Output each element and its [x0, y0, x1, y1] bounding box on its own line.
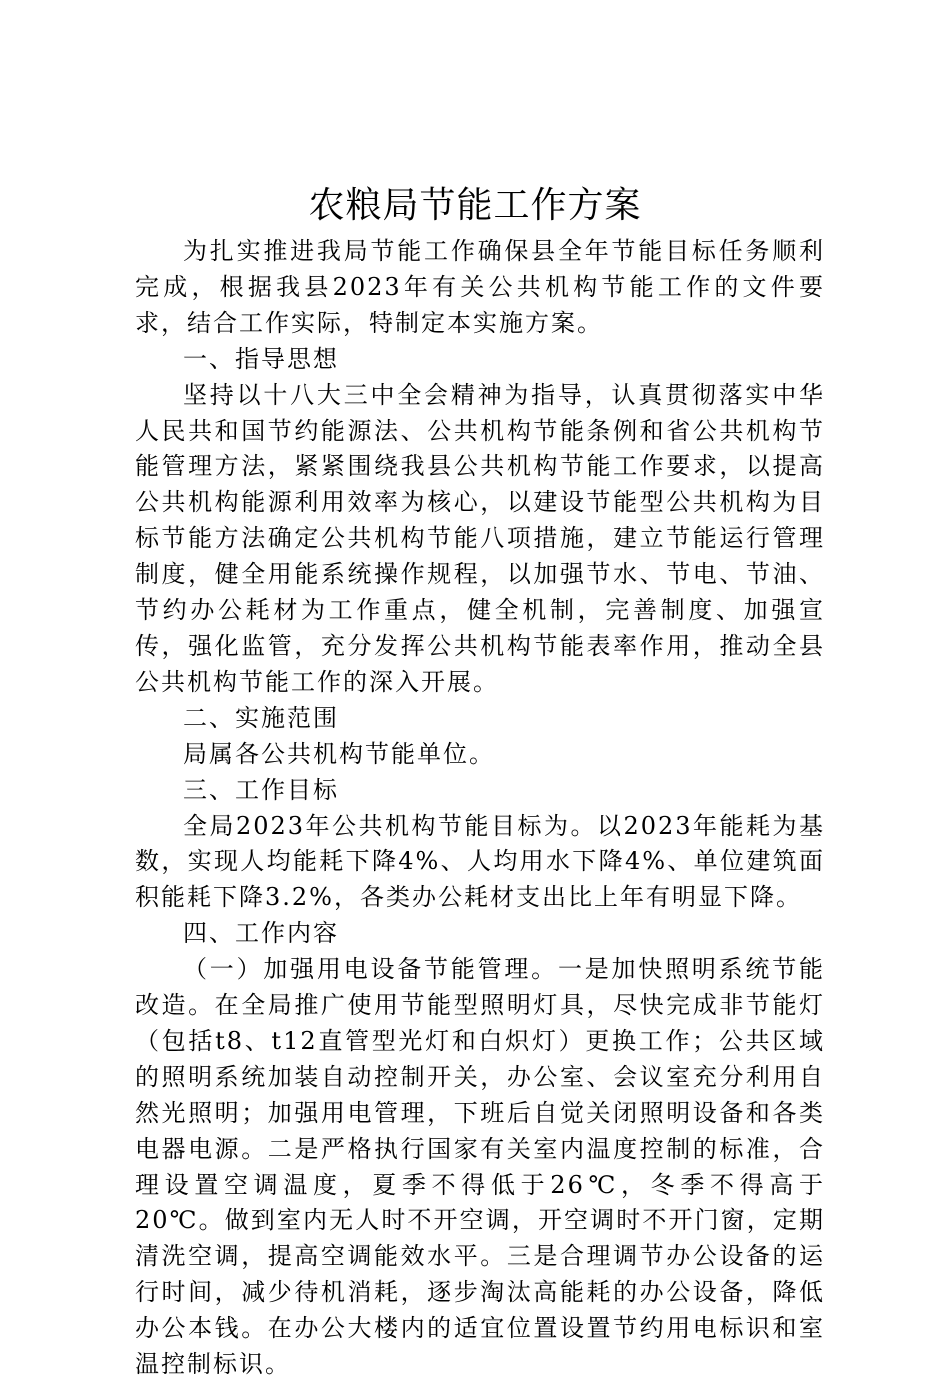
guiding-ideology-paragraph: 坚持以十八大三中全会精神为指导，认真贯彻落实中华人民共和国节约能源法、公共机构节能条例和省公共机构节能管理方法，紧紧围绕我县公共机构节能工作要求，以提高公共机构能源利用效率为核心，以建设节能型公共机构为目标节能方法确定公共机构节能八项措施，建立节能运行管理制度，健全用能系统操作规程，以加强节水、节电、节油、节约办公耗材为工作重点，健全机制，完善制度、加强宣传，强化监管，充分发挥公共机构节能表率作用，推动全县公共机构节能工作的深入开展。: [135, 380, 825, 696]
document-body: [135, 234, 825, 1383]
section-heading-work-content: 四、工作内容: [183, 919, 339, 948]
intro-paragraph: 为扎实推进我局节能工作确保县全年节能目标任务顺利完成，根据我县2023年有关公共机构节能工作的文件要求，结合工作实际，特制定本实施方案。: [135, 237, 825, 337]
section-heading-goals: 三、工作目标: [183, 775, 339, 804]
scope-paragraph: 局属各公共机构节能单位。: [183, 739, 495, 768]
section-heading-guiding-ideology: 一、指导思想: [183, 344, 339, 373]
document-title: 农粮局节能工作方案: [308, 185, 642, 226]
goals-paragraph: 全局2023年公共机构节能目标为。以2023年能耗为基数，实现人均能耗下降4%、人均用水下降4%、单位建筑面积能耗下降3.2%，各类办公耗材支出比上年有明显下降。: [135, 811, 825, 912]
work-content-paragraph: （一）加强用电设备节能管理。一是加快照明系统节能改造。在全局推广使用节能型照明灯具，尽快完成非节能灯（包括t8、t12直管型光灯和白炽灯）更换工作；公共区域的照明系统加装自动控制开关，办公室、会议室充分利用自然光照明；加强用电管理，下班后自觉关闭照明设备和各类电器电源。二是严格执行国家有关室内温度控制的标准，合理设置空调温度，夏季不得低于26℃，冬季不得高于20℃。做到室内无人时不开空调，开空调时不开门窗，定期清洗空调，提高空调能效水平。三是合理调节办公设备的运行时间，减少待机消耗，逐步淘汰高能耗的办公设备，降低办公本钱。在办公大楼内的适宜位置设置节约用电标识和室温控制标识。: [135, 955, 825, 1379]
section-heading-scope: 二、实施范围: [183, 703, 339, 732]
